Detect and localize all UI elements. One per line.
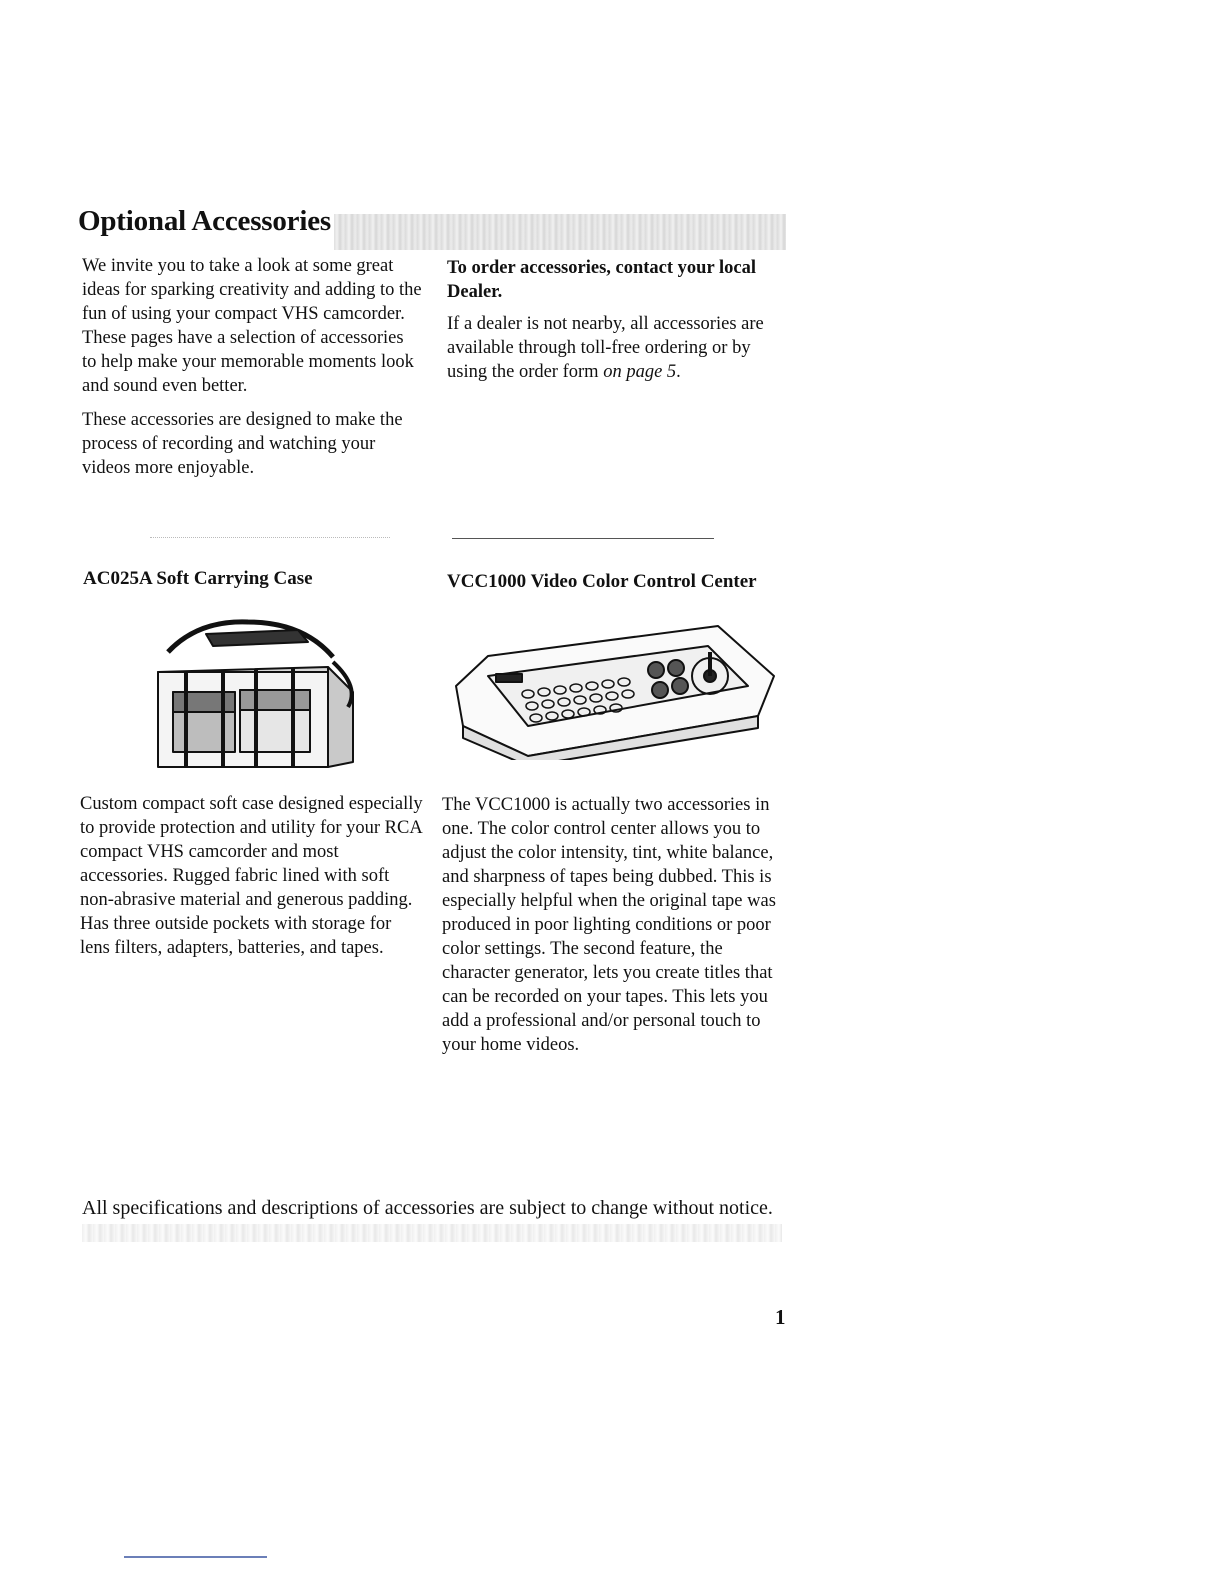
page-title: Optional Accessories bbox=[78, 205, 331, 237]
section-divider bbox=[150, 537, 390, 538]
order-form-page-reference: on page 5 bbox=[603, 362, 677, 382]
ordering-section bbox=[447, 256, 792, 394]
intro-paragraph: These accessories are designed to make the process of recording and watching your videos more enjoyable. bbox=[82, 410, 403, 478]
color-control-center-illustration bbox=[448, 616, 780, 760]
disclaimer-text: All specifications and descriptions of accessories are subject to change without notice. bbox=[82, 1197, 773, 1219]
product-title-color-control-center: VCC1000 Video Color Control Center bbox=[447, 571, 757, 592]
ordering-paragraph bbox=[447, 312, 792, 384]
ordering-text-end: . bbox=[676, 362, 681, 382]
product-description-carrying-case: Custom compact soft case designed especially to provide protection and utility for your RCA compact VHS camcorder and most accessories. Rugged fabric lined with soft non-abrasive material and generous padding. Has three outside pockets with storage for lens filters, adapters, batteries, and tapes. bbox=[80, 794, 423, 958]
ordering-text: If a dealer is not nearby, all accessories are available through toll-free ordering or by using the order form bbox=[447, 314, 764, 382]
ordering-heading: To order accessories, contact your local Dealer. bbox=[447, 258, 756, 302]
header-shaded-band bbox=[334, 214, 786, 250]
product-description-color-control-center: The VCC1000 is actually two accessories in one. The color control center allows you to adjust the color intensity, tint, white balance, and sharpness of tapes being dubbed. This is especially helpful when the original tape was produced in poor lighting conditions or poor color settings. The second feature, the character generator, lets you create titles that can be recorded on your tapes. This lets you add a professional and/or personal touch to your home videos. bbox=[442, 795, 776, 1055]
intro-section bbox=[82, 254, 422, 490]
bottom-rule-line bbox=[124, 1556, 267, 1558]
footer-shaded-band bbox=[82, 1224, 782, 1242]
carrying-case-illustration bbox=[128, 612, 368, 772]
page-number: 1 bbox=[775, 1305, 786, 1329]
intro-paragraph: We invite you to take a look at some great ideas for sparking creativity and adding to the fun of using your compact VHS camcorder. These pages have a selection of accessories to help make your memorable moments look and sound even better. bbox=[82, 256, 422, 396]
section-divider bbox=[452, 538, 714, 539]
product-title-carrying-case: AC025A Soft Carrying Case bbox=[83, 568, 313, 589]
